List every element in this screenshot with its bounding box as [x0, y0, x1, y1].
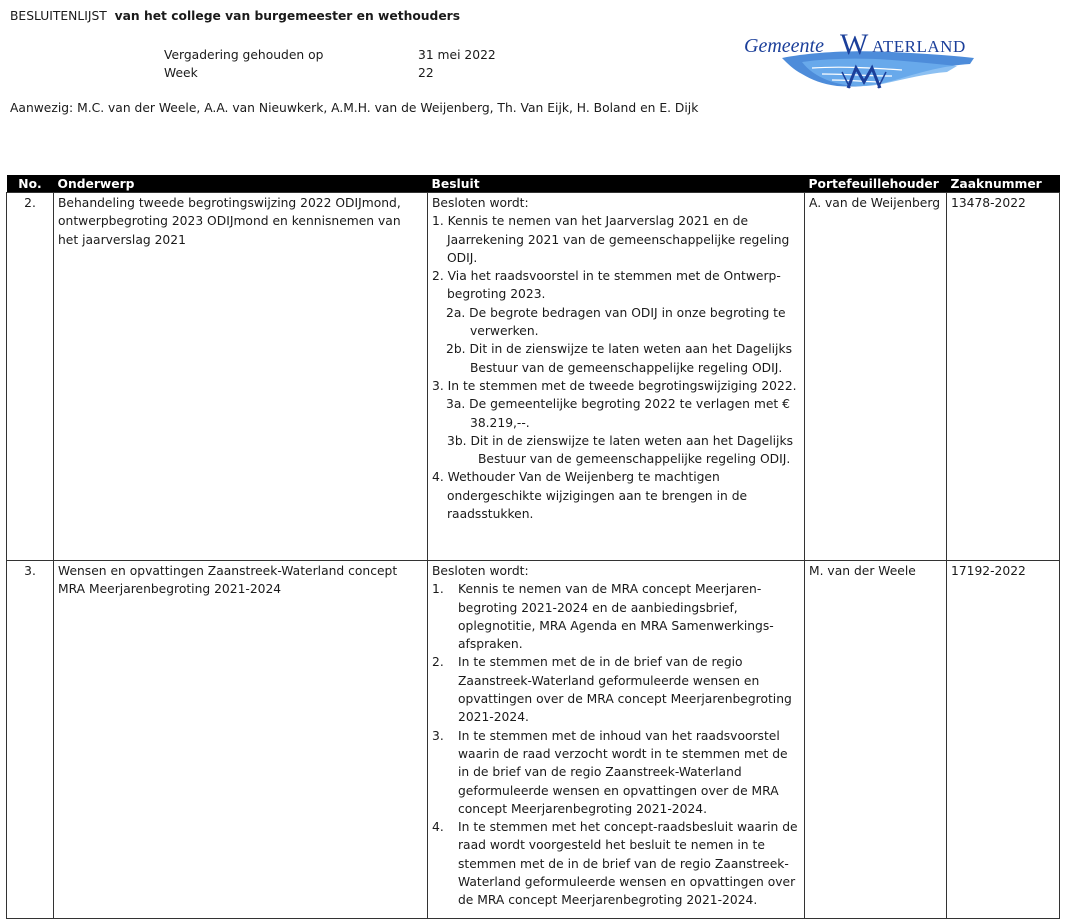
- row-holder: A. van de Weijenberg: [805, 193, 947, 561]
- present-members: Aanwezig: M.C. van der Weele, A.A. van Nieuwkerk, A.M.H. van de Weijenberg, Th. Van Eijk, H. Boland en E. Dijk: [10, 101, 699, 115]
- item-text: In te stemmen met de inhoud van het raadsvoorstel waarin de raad verzocht wordt in te stemmen met de in de brief van de regio Zaanstreek-Waterland geformuleerde wensen en opvattingen over de MRA concept Meerjarenbegroting 2021-2024.: [458, 728, 788, 816]
- row-subject: Wensen en opvattingen Zaanstreek-Waterland concept MRA Meerjarenbegroting 2021-2024: [54, 561, 428, 919]
- logo-text-right: ATERLAND: [872, 37, 966, 56]
- row-number: 2.: [7, 193, 54, 561]
- decision-item: [432, 818, 800, 909]
- item-number: 2.: [432, 655, 444, 670]
- meeting-date: 31 mei 2022: [418, 48, 496, 62]
- col-header-no: No.: [7, 175, 54, 193]
- col-header-case: Zaaknummer: [947, 175, 1060, 193]
- decision-item: 1. Kennis te nemen van het Jaarverslag 2021 en de Jaarrekening 2021 van de gemeenschappelijke regeling ODIJ.: [432, 214, 790, 265]
- meeting-meta: [164, 46, 496, 82]
- decision-item: [432, 580, 800, 653]
- item-text: Kennis te nemen van de MRA concept Meerjaren-begroting 2021-2024 en de aanbiedingsbrief, oplegnotitie, MRA Agenda en MRA Samenwerkings-afspraken.: [458, 582, 774, 652]
- row-subject: Behandeling tweede begrotingswijzing 2022 ODIJmond, ontwerpbegroting 2023 ODIJmond en kennisnemen van het jaarverslag 2021: [54, 193, 428, 561]
- decision-item: [432, 727, 800, 818]
- row-holder: M. van der Weele: [805, 561, 947, 919]
- table-header-row: [7, 175, 1060, 193]
- item-text: In te stemmen met de in de brief van de regio Zaanstreek-Waterland geformuleerde wensen en opvattingen over de MRA concept Meerjarenbegroting 2021-2024.: [458, 655, 792, 725]
- decision-subitem: 2b. Dit in de zienswijze te laten weten aan het Dagelijks Bestuur van de gemeenschappelijke regeling ODIJ.: [446, 342, 792, 375]
- document-title: [10, 9, 460, 23]
- row-decision: [428, 193, 805, 561]
- row-case-number: 13478-2022: [947, 193, 1060, 561]
- table-row: [7, 561, 1060, 919]
- decision-item: [432, 653, 800, 726]
- decision-item: 2. Via het raadsvoorstel in te stemmen met de Ontwerp-begroting 2023.: [432, 269, 781, 302]
- col-header-decision: Besluit: [428, 175, 805, 193]
- decision-intro: Besloten wordt:: [432, 564, 529, 578]
- item-number: 3.: [432, 728, 444, 743]
- col-header-holder: Portefeuillehouder: [805, 175, 947, 193]
- decision-subitem: 3a. De gemeentelijke begroting 2022 te verlagen met € 38.219,--.: [446, 397, 790, 430]
- decisions-table: [6, 175, 1060, 919]
- week-label: Week: [164, 66, 198, 80]
- title-main: van het college van burgemeester en wethouders: [114, 9, 461, 23]
- row-decision: [428, 561, 805, 919]
- table-row: [7, 193, 1060, 561]
- week-value: 22: [418, 66, 434, 80]
- decision-item: 4. Wethouder Van de Weijenberg te machtigen ondergeschikte wijzigingen aan te brengen in de raadsstukken.: [432, 470, 748, 522]
- item-number: 4.: [432, 820, 444, 835]
- item-text: In te stemmen met het concept-raadsbesluit waarin de raad wordt voorgesteld het besluit te nemen in te stemmen met de in de brief van de regio Zaanstreek-Waterland geformuleerde wensen en opvattingen over de MRA concept Meerjarenbegroting 2021-2024.: [458, 820, 798, 908]
- gemeente-waterland-logo: [742, 28, 992, 96]
- decision-item: 3. In te stemmen met de tweede begrotingswijziging 2022.: [432, 378, 797, 393]
- item-number: 1.: [432, 582, 444, 597]
- col-header-subject: Onderwerp: [54, 175, 428, 193]
- logo-text-w: W: [840, 28, 869, 61]
- decision-intro: Besloten wordt:: [432, 196, 529, 210]
- logo-text-left: Gemeente: [744, 35, 824, 57]
- decision-subitem: 3b. Dit in de zienswijze te laten weten aan het Dagelijks Bestuur van de gemeenschappelijke regeling ODIJ.: [447, 433, 793, 467]
- title-prefix: BESLUITENLIJST: [10, 9, 107, 23]
- decision-subitem: 2a. De begrote bedragen van ODIJ in onze begroting te verwerken.: [446, 305, 786, 339]
- row-case-number: 17192-2022: [947, 561, 1060, 919]
- row-number: 3.: [7, 561, 54, 919]
- meeting-date-label: Vergadering gehouden op: [164, 48, 324, 62]
